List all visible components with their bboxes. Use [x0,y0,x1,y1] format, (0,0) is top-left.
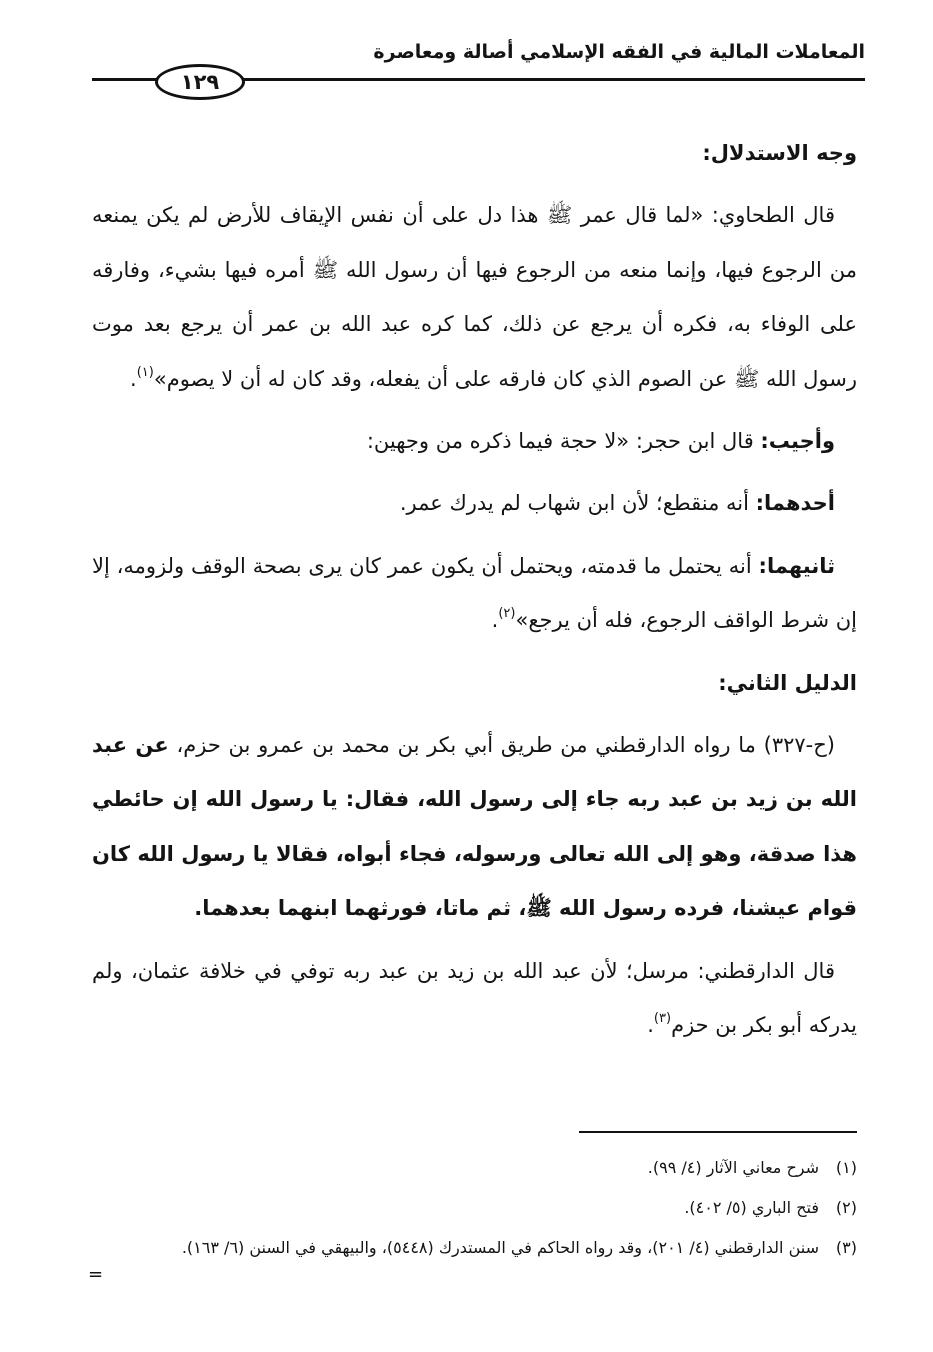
footnote-text: فتح الباري (٥/ ٤٠٢). [684,1198,819,1217]
footnote-number: (٢) [835,1198,857,1217]
second-lead: ثانيهما: [758,553,835,578]
heading-second-proof: الدليل الثاني: [718,670,857,695]
period: . [647,1013,654,1038]
body-text [92,126,857,1061]
hadith-text: عن عبد الله بن زيد بن عبد ربه جاء إلى رسول الله، فقال: يا رسول الله إن حائطي هذا صدقة، وهو إلى الله تعالى ورسوله، فجاء أبواه، فقالا يا رسول الله كان قوام عيشنا، فرده رسول الله ﷺ، ثم ماتا، فورثهما ابنهما بعدهما. [92,733,857,921]
footnote-ref-3: (٣) [653,1011,672,1027]
answer-lead: وأجيب: [760,429,835,454]
footnote-number: (٣) [835,1238,857,1257]
first-lead: أحدهما: [755,491,835,516]
hadith-intro: (ح-٣٢٧) ما رواه الدارقطني من طريق أبي بكر بن محمد بن عمرو بن حزم، [176,733,835,758]
footnote-number: (١) [835,1158,857,1177]
footnotes [84,1148,857,1268]
answer-text: قال ابن حجر: «لا حجة فيما ذكره من وجهين: [366,429,761,454]
second-text: أنه يحتمل ما قدمته، ويحتمل أن يكون عمر كان يرى بصحة الوقف ولزومه، إلا إن شرط الواقف الرجوع، فله أن يرجع» [92,553,857,633]
footnote-ref-2: (٢) [498,606,516,622]
period: . [491,608,499,633]
heading-inference: وجه الاستدلال: [702,141,857,165]
paragraph-first-reason [92,476,857,530]
paragraph-answer [92,414,857,468]
footnote-item [84,1228,857,1268]
paragraph-hadith [92,718,857,936]
daraqutni-text: قال الدارقطني: مرسل؛ لأن عبد الله بن زيد بن عبد ربه توفي في خلافة عثمان، ولم يدركه أبو بكر بن حزم [92,958,857,1038]
footnote-ref-1: (١) [136,364,154,380]
footnote-text: شرح معاني الآثار (٤/ ٩٩). [647,1158,819,1177]
paragraph-second-reason [92,539,857,648]
tahawi-quote: قال الطحاوي: «لما قال عمر ﷺ هذا دل على أن نفس الإيقاف للأرض لم يكن يمنعه من الرجوع فيها، وإنما منعه من الرجوع فيها أن رسول الله ﷺ أمره فيها بشيء، وفارقه على الوفاء به، فكره أن يرجع عن ذلك، كما كره عبد الله بن عمر أن يرجع بعد موت رسول الله ﷺ عن الصوم الذي كان فارقه على أن يفعله، وقد كان له أن لا يصوم» [92,203,857,391]
footnote-text: سنن الدارقطني (٤/ ٢٠١)، وقد رواه الحاكم في المستدرك (٥٤٤٨)، والبيهقي في السنن (٦/ ١٦٣). [181,1238,819,1257]
page-number: ١٢٩ [155,64,245,100]
first-text: أنه منقطع؛ لأن ابن شهاب لم يدرك عمر. [399,491,756,516]
paragraph-daraqutni [92,944,857,1053]
continuation-mark: = [88,1264,104,1285]
paragraph-tahawi [92,188,857,406]
footnote-item [84,1188,857,1228]
period: . [130,366,137,391]
footnote-item [84,1148,857,1188]
running-title: المعاملات المالية في الفقه الإسلامي أصالة ومعاصرة [373,41,865,63]
footnote-rule [579,1131,857,1133]
